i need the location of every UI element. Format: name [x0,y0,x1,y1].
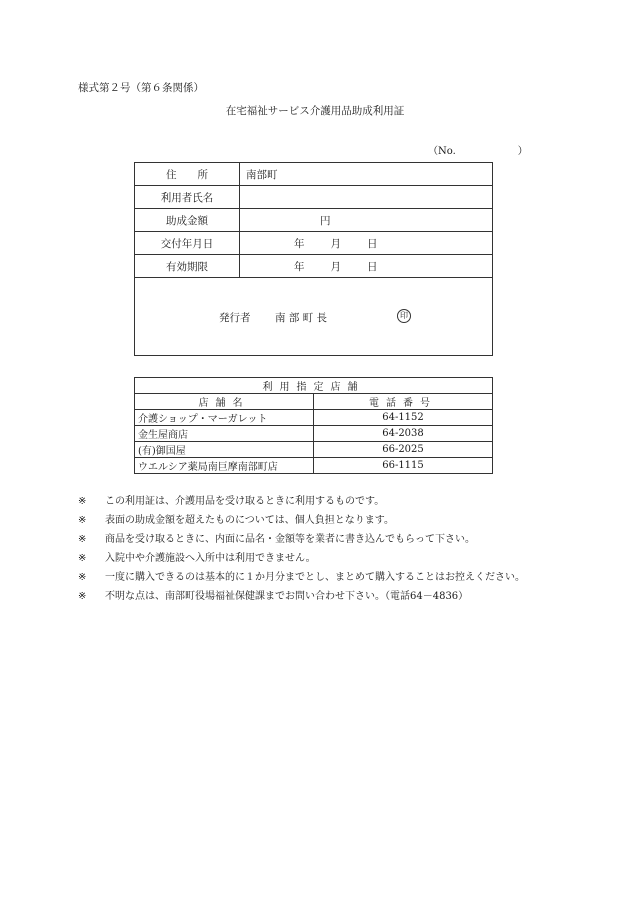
user-name-value [240,186,493,209]
form-reference: 様式第２号（第６条関係） [78,82,204,94]
table-row [135,442,493,458]
store-name: 介護ショップ・マーガレット [135,410,314,426]
store-name: 金生屋商店 [135,426,314,442]
stores-heading-row [135,378,493,394]
note-text: 商品を受け取るときに、内面に品名・金額等を業者に書き込んでもらって下さい。 [105,534,475,545]
note-item [78,530,548,549]
certificate-number [428,142,528,157]
store-phone: 64-2038 [314,426,493,442]
address-label: 住 所 [135,163,240,186]
note-mark: ※ [78,534,87,545]
document-title: 在宅福祉サービス介護用品助成利用証 [225,105,405,117]
issuer-label: 発行者 [219,312,251,324]
notes-list [78,492,548,606]
note-item [78,511,548,530]
note-item [78,549,548,568]
issue-day: 日 [367,237,378,250]
issuer-name: 南 部 町 長 [275,312,328,324]
note-mark: ※ [78,515,87,526]
issue-date-label: 交付年月日 [135,232,240,255]
seal-icon: 印 [397,309,411,323]
issue-date-value [240,232,493,255]
note-item [78,587,548,606]
store-name: (有)御国屋 [135,442,314,458]
note-text: この利用証は、介護用品を受け取るときに利用するものです。 [105,496,385,507]
designated-stores-table [134,377,493,474]
note-text: 不明な点は、南部町役場福祉保健課までお問い合わせ下さい。（電話64－4836） [105,591,469,602]
number-open: （No. [428,146,456,157]
issue-date-row [135,232,493,255]
user-name-label: 利用者氏名 [135,186,240,209]
expiry-year: 年 [294,260,305,273]
store-phone: 66-1115 [314,458,493,474]
expiry-day: 日 [367,260,378,273]
expiry-value [240,255,493,278]
store-phone-header: 電話番号 [314,394,493,410]
table-row [135,458,493,474]
note-text: 表面の助成金額を超えたものについては、個人負担となります。 [105,515,394,526]
store-phone: 66-2025 [314,442,493,458]
note-mark: ※ [78,572,87,583]
store-phone: 64-1152 [314,410,493,426]
certificate-table [134,162,493,356]
number-close: ） [517,146,528,157]
amount-unit: 円 [320,214,331,227]
note-text: 入院中や介護施設へ入所中は利用できません。 [105,553,316,564]
stores-heading: 利用指定店舗 [135,378,493,394]
table-row [135,410,493,426]
address-value: 南部町 [240,163,493,186]
note-item [78,492,548,511]
stores-header-row [135,394,493,410]
table-row [135,426,493,442]
expiry-row [135,255,493,278]
note-item [78,568,548,587]
store-name: ウエルシア薬局南巨摩南部町店 [135,458,314,474]
issue-month: 月 [330,237,341,250]
note-mark: ※ [78,553,87,564]
amount-value [240,209,493,232]
note-text: 一度に購入できるのは基本的に１か月分までとし、まとめて購入することはお控えください。 [105,572,525,583]
issuer-cell [135,278,493,356]
note-mark: ※ [78,591,87,602]
amount-label: 助成金額 [135,209,240,232]
user-name-row [135,186,493,209]
issuer-row [135,278,493,356]
note-mark: ※ [78,496,87,507]
expiry-month: 月 [330,260,341,273]
store-name-header: 店舗名 [135,394,314,410]
issue-year: 年 [294,237,305,250]
expiry-label: 有効期限 [135,255,240,278]
amount-row [135,209,493,232]
address-row [135,163,493,186]
